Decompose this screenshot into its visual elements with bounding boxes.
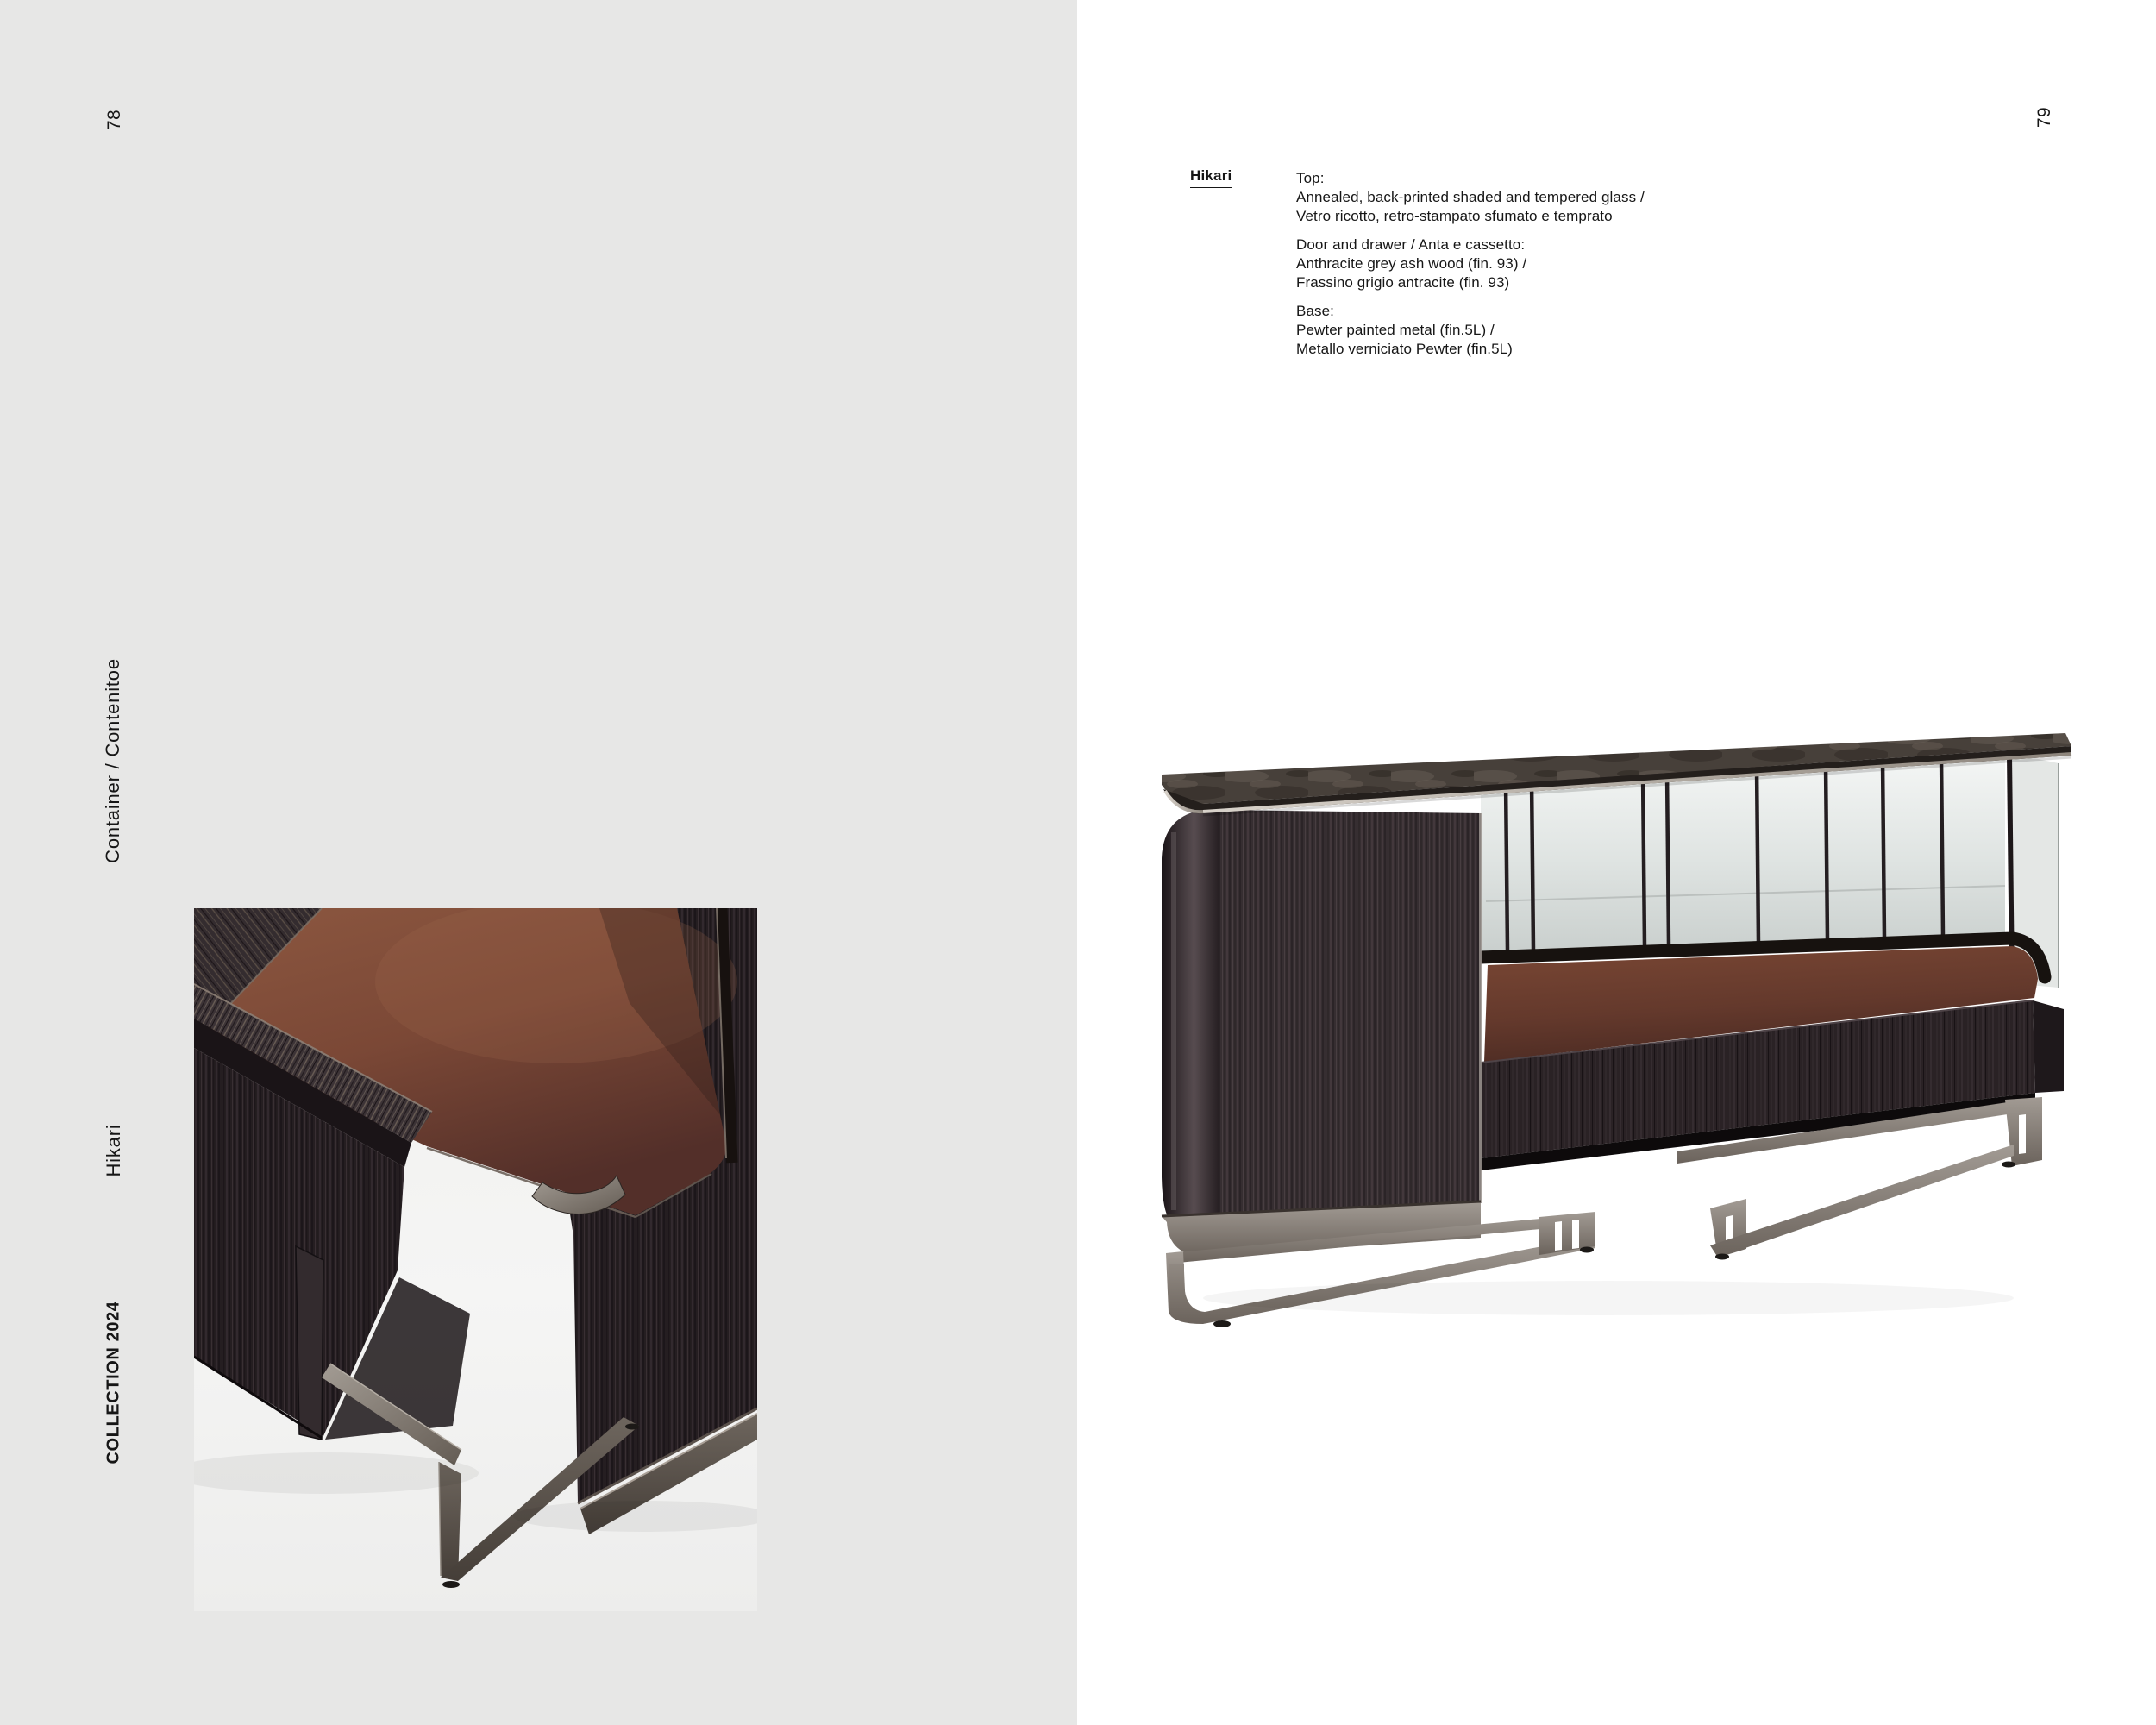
spec-paragraph-door <box>1296 235 1645 292</box>
product-name-heading: Hikari <box>1190 167 1232 188</box>
spec-line-en: Pewter painted metal (fin.5L) / <box>1296 322 1495 338</box>
spec-paragraph-top <box>1296 169 1645 226</box>
category-vertical-label: Container / Contenitoe <box>102 658 123 863</box>
spec-title: Base: <box>1296 303 1334 319</box>
detail-photo <box>194 908 757 1611</box>
page-number-right: 79 <box>2034 106 2054 129</box>
collection-vertical-label: COLLECTION 2024 <box>103 1301 123 1465</box>
right-page <box>1077 0 2156 1725</box>
product-vertical-label: Hikari <box>103 1124 124 1177</box>
cabinet-door <box>1162 809 1482 1227</box>
spec-list <box>1296 169 1645 368</box>
spec-title: Door and drawer / Anta e cassetto: <box>1296 236 1526 253</box>
spec-title: Top: <box>1296 170 1325 186</box>
page-number-left: 78 <box>104 109 124 131</box>
spec-line-en: Anthracite grey ash wood (fin. 93) / <box>1296 255 1527 272</box>
spec-line-en: Annealed, back-printed shaded and tempered glass / <box>1296 189 1645 205</box>
spec-paragraph-base <box>1296 302 1645 359</box>
left-page <box>0 0 1077 1725</box>
spec-line-it: Metallo verniciato Pewter (fin.5L) <box>1296 341 1513 357</box>
spec-line-it: Vetro ricotto, retro-stampato sfumato e temprato <box>1296 208 1613 224</box>
product-photo <box>1143 729 2156 1333</box>
spec-line-it: Frassino grigio antracite (fin. 93) <box>1296 274 1510 291</box>
